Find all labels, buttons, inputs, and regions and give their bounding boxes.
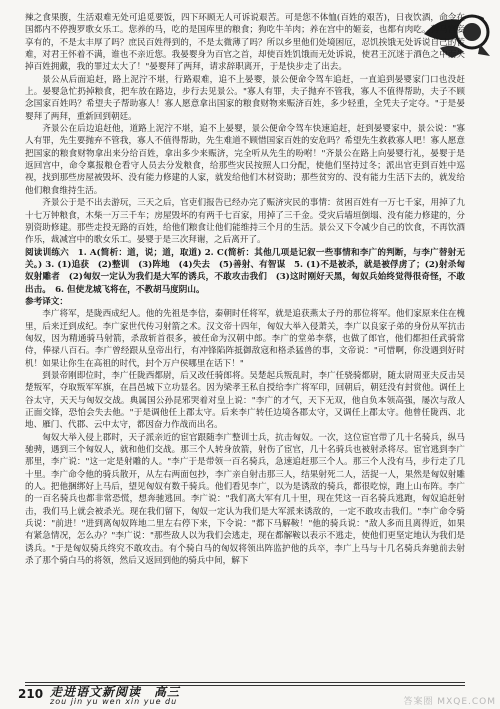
paragraph: 齐景公在后边追赶他，道路上泥泞不堪，追不上晏婴，景公便命令驾车快速追赶，赶到晏婴家中，景公说："寡人有罪，先生要抛弃不管我，寡人不值得帮助，先生难道不顾惜国家百姓的安危吗？希望先生救救寡人吧！寡人愿意把国家的粮食财物拿出来分给百姓，拿出多少来赈济，完全听从先生的吩咐！"齐景公在路上向晏婴行礼，晏婴于是返回宫中，命令稟报粮仓看守人员去分发粮食，给那些灾民按照人口分配，使他们坚持过冬；派出官吏到百姓中巡视，找到那些房屋被毁坏、没有能力修建的人家，就发给他们木材资助；那些贫穷的、没有能力生活下去的，就发给他们粮食维持生活。 — [25, 124, 465, 196]
answer-paragraph: 阅读训练六 1. A(简析：道，说；道，取道) 2. C(简析：其他几项是记叙一些事情和李广的判断，与李广替射无关。) 3. (1)追获 (2)整训 (3)阵地 (4)失去 (5)善射、有智谋 5. (1)不是被杀，就是被俘虏了；(2)射杀匈奴射雕者 (2)匈奴一定认为我们是大军的诱兵，不敢攻击我们 (3)这时刚好天黑，匈奴兵始终觉得很奇怪，不敢出击。 6. 但使龙城飞将在，不教胡马度阴山。 — [25, 247, 465, 295]
page-number: 210 — [18, 687, 44, 701]
article-text — [25, 12, 465, 567]
paragraph: 辣之食果腹，生活艰难无处可追觅要饭，四下环顾无人可诉说艰苦。可是您不体恤(百姓的艰苦)，日夜饮酒，命令在国都内不停搜罗歌女乐工。您养的马，吃的是国库里的粮食；狗吃牛羊肉；养在宫中的姬妾，也都有肉吃。狗马宫妾享有的，不是太丰厚了吗？庶民百姓得到的，不是太微薄了吗？所以乡里他们处境困厄，忍饥挨饿无处诉说自己的苦难，对君王怀着不满，谁也不亲近您。我晏婴身为百官之首，却使百姓饥饿而无处诉说，使君王沉迷于酒色之中而失掉百姓拥戴，我的罪过太大了！"晏婴拜了两拜，请求辞职离开，于是快步走了出去。 — [25, 13, 465, 73]
paragraph: 到景帝刚即位时，李广任陇西都尉，后又改任骑郎将。吴楚起兵叛乱时，李广任骁骑都尉，随太尉周亚夫反击吴楚叛军，夺取叛军军旗，在昌邑城下立功显名。因为梁孝王私自授给李广将军印，回朝后，朝廷没有封赏他。调任上谷太守，天天与匈奴交战。典属国公孙昆邪哭着对皇上说："李广的才气，天下无双，他自负本领高强，屡次与敌人正面交锋，恐怕会失去他。"于是调他任上郡太守。后来李广转任边境各郡太守，又调任上郡太守。他曾任陇西、北地、雁门、代郡、云中太守，都因奋力作战而出名。 — [25, 370, 465, 431]
answer-paragraph: 参考译文： — [25, 296, 68, 307]
book-title: 走进语文新阅读 高三 — [50, 685, 181, 699]
paragraph: 齐景公于是不出去游玩，三天之后，官吏们报告已经办完了赈济灾民的事情：贫困百姓有一万七千家，用掉了九十七万钟粮食，木柴一万三千车；房屋毁坏的有两千七百家，用掉了三千金。受灾后墙垣倒塌、没有能力修建的，分别资助修建。那些走投无路的百姓，给他们粮食让他们能维持三个月的生活。景公又下令减少自己的饮食，不再饮酒作乐，裁减宫中的歌女乐工。晏婴于是三次拜谢，之后离开了。 — [25, 198, 465, 246]
paragraph: 景公从后面追赶，路上泥泞不堪，行路艰难，追不上晏婴，景公便命令驾车追赶，一直追到晏婴家门口也没赶上。晏婴急忙扔掉粮食，把车放在路边，步行去见景公。"寡人有罪，夫子抛弃不管我，寡人不值得帮助，夫子不顾念国家百姓吗？希望夫子帮助寡人！寡人愿意拿出国家的粮食财物来赈济百姓，多少轻重，全凭夫子定夺。"于是晏婴拜了两拜，重新回到朝廷。 — [25, 74, 465, 122]
watermark: 答案圈 MXQE.COM — [403, 697, 496, 707]
paragraph: 匈奴大举入侵上郡时，天子派亲近的宦官跟随李广整训士兵，抗击匈奴。一次，这位宦官带了几十名骑兵，纵马驰骋，遇到三个匈奴人，就和他们交战。那三个人转身放箭，射伤了宦官，几十名骑兵也被射杀将尽。宦官逃到李广那里，李广说："这一定是射雕的人。"李广于是带领一百名骑兵，急速追赶那三个人。那三个人没有马，步行走了几十里。李广命令他的骑兵散开，从左右两面包抄，李广亲自射击那三人，结果射死二人，活捉一人，果然是匈奴射雕的人。把他捆绑好上马后，望见匈奴有数千骑兵。他们看见李广，以为是诱敌的骑兵，都很吃惊，跑上山布阵。李广的一百名骑兵也都非常恐慌，想奔驰逃回。李广说："我们离大军有几十里，现在凭这一百名骑兵逃跑，匈奴追赶射击，我们马上就会被杀光。现在我们留下，匈奴一定认为我们是大军派来诱敌的，一定不敢攻击我们。"李广命令骑兵说："前进！"进到离匈奴阵地二里左右停下来，下令说："都下马解鞍！"他的骑兵说："敌人多而且离得近，如果有紧急情况，怎么办？"李广说："那些敌人以为我们会逃走，现在都解鞍以表示不逃走，使他们更坚定地认为我们是诱兵。"于是匈奴骑兵终究不敢攻击。有个骑白马的匈奴将领出阵监护他的兵卒，李广上马与十几名骑兵奔驰前去射杀了那个骑白马的将领，然后又返回到他的骑兵中间，解下 — [25, 432, 465, 567]
paragraph: 李广将军，是陇西成纪人。他的先祖是李信，秦朝时任将军，就是追获燕太子丹的那位将军。他们家原来住在槐里，后来迁到成纪。李广家世代传习射箭之术。汉文帝十四年，匈奴大举入侵萧关，李广以良家子弟的身份从军抗击匈奴，因为精通骑马射箭，杀敌斩首很多，被任命为汉朝中郎。李广的堂弟李蔡，也做了郎官，他们都担任武骑常侍，俸禄八百石。李广曾经跟从皇帝出行，有冲锋陷阵抵御敌寇和格杀猛兽的事，文帝说："可惜啊，你没遇到好时机！如果让你生在高祖的时代，封个万户侯哪里在话下！" — [25, 309, 465, 369]
book-title-pinyin: zou jin yu wen xin yue du — [50, 697, 178, 706]
